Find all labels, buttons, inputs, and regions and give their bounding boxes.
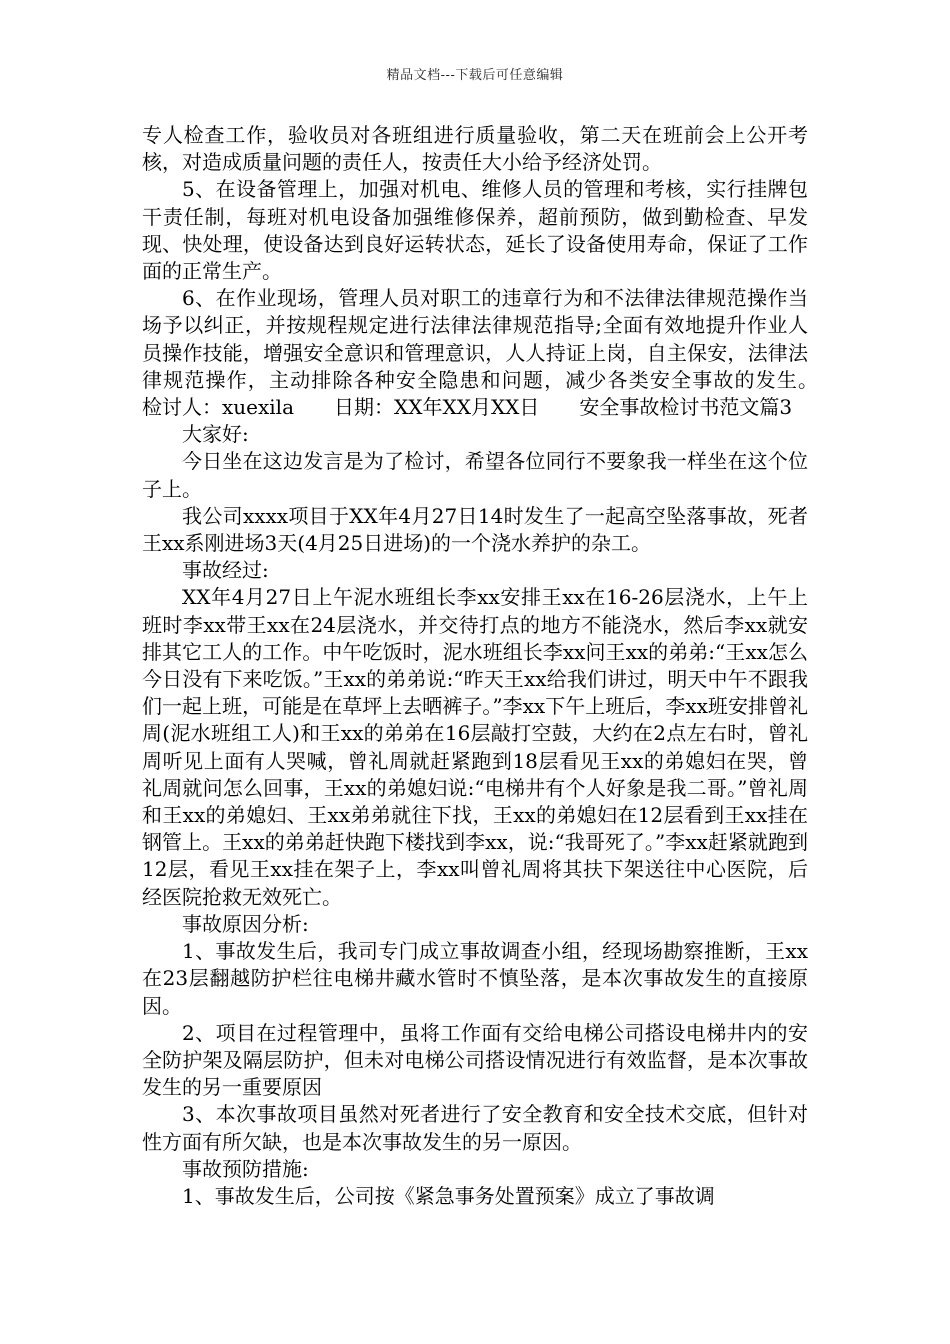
- paragraph: 1、事故发生后，公司按《紧急事务处置预案》成立了事故调: [182, 1183, 715, 1208]
- paragraph: 3、本次事故项目虽然对死者进行了安全教育和安全技术交底，但针对性方面有所欠缺，也是本次事故发生的另一原因。: [142, 1102, 808, 1154]
- paragraph: 大家好:: [182, 422, 249, 447]
- paragraph: 事故预防措施:: [182, 1156, 309, 1181]
- page-header: 精品文档---下载后可任意编辑: [386, 68, 564, 83]
- paragraph: 事故原因分析:: [182, 911, 309, 936]
- paragraph: 今日坐在这边发言是为了检讨，希望各位同行不要象我一样坐在这个位子上。: [142, 449, 808, 501]
- paragraph: 6、在作业现场，管理人员对职工的违章行为和不法律法律规范操作当场予以纠正，并按规程规定进行法律法律规范指导;全面有效地提升作业人员操作技能，增强安全意识和管理意识，人人持证上岗，自主保安，法律法律规范操作，主动排除各种安全隐患和问题，减少各类安全事故的发生。 检讨人：xuexila 日期：XX年XX月XX日 安全事故检讨书范文篇3: [142, 286, 848, 420]
- paragraph: 2、项目在过程管理中，虽将工作面有交给电梯公司搭设电梯井内的安全防护架及隔层防护，但未对电梯公司搭设情况进行有效监督，是本次事故发生的另一重要原因: [142, 1020, 808, 1100]
- paragraph: XX年4月27日上午泥水班组长李xx安排王xx在16-26层浇水，上午上班时李xx带王xx在24层浇水，并交待打点的地方不能浇水，然后李xx就安排其它工人的工作。中午吃饭时，泥水班组长李xx问王xx的弟弟:“王xx怎么今日没有下来吃饭。”王xx的弟弟说:“昨天王xx给我们讲过，明天中午不跟我们一起上班，可能是在草坪上去晒裤子。”李xx下午上班后，李xx班安排曾礼周(泥水班组工人)和王xx的弟弟在16层敲打空鼓，大约在2点左右时，曾礼周听见上面有人哭喊，曾礼周就赶紧跑到18层看见王xx的弟媳妇在哭，曾礼周就问怎么回事，王xx的弟媳妇说:“电梯井有个人好象是我二哥。”曾礼周和王xx的弟媳妇、王xx弟弟就往下找，王xx的弟媳妇在12层看到王xx挂在钢管上。王xx的弟弟赶快跑下楼找到李xx，说:“我哥死了。”李xx赶紧就跑到12层，看见王xx挂在架子上，李xx叫曾礼周将其扶下架送往中心医院，后经医院抢救无效死亡。: [142, 585, 808, 909]
- paragraph: 1、事故发生后，我司专门成立事故调查小组，经现场勘察推断，王xx在23层翻越防护栏往电梯井藏水管时不慎坠落，是本次事故发生的直接原因。: [142, 939, 808, 1018]
- paragraph: 我公司xxxx项目于XX年4月27日14时发生了一起高空坠落事故，死者王xx系刚进场3天(4月25日进场)的一个浇水养护的杂工。: [142, 503, 808, 556]
- paragraph: 5、在设备管理上，加强对机电、维修人员的管理和考核，实行挂牌包干责任制，每班对机电设备加强维修保养，超前预防，做到勤检查、早发现、快处理，使设备达到良好运转状态，延长了设备使用寿命，保证了工作面的正常生产。: [142, 177, 808, 284]
- document-body: [142, 122, 848, 1210]
- paragraph: 专人检查工作，验收员对各班组进行质量验收，第二天在班前会上公开考核，对造成质量问题的责任人，按责任大小给予经济处罚。: [142, 123, 808, 175]
- paragraph: 事故经过:: [182, 558, 269, 583]
